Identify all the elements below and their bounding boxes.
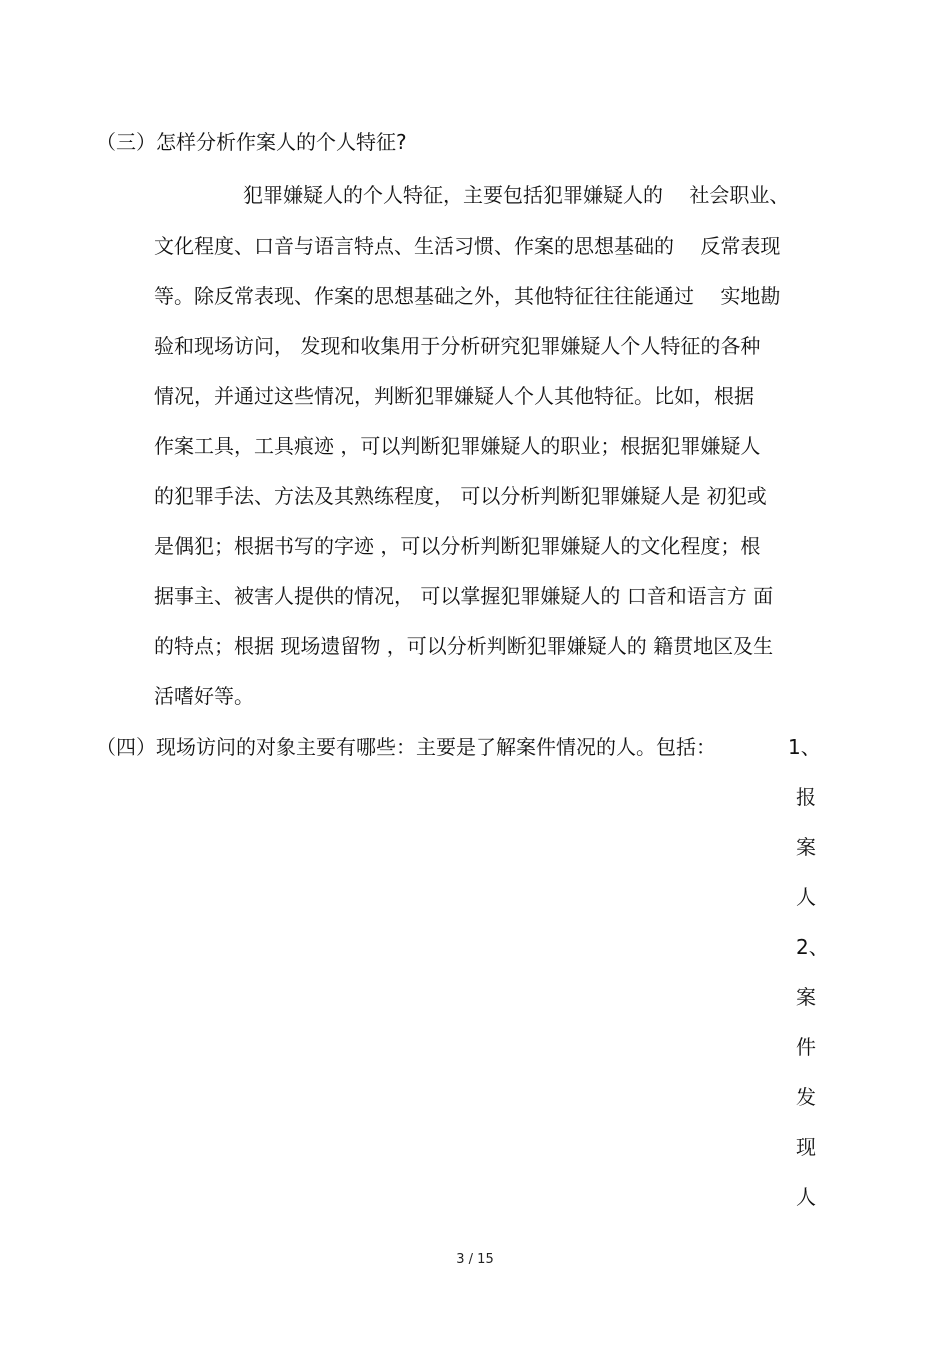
paragraph-line-11: 活嗜好等。: [154, 684, 254, 708]
paragraph-line-9: 据事主、被害人提供的情况， 可以掌握犯罪嫌疑人的 口音和语言方 面: [154, 584, 774, 608]
section-heading-4: （四）现场访问的对象主要有哪些：主要是了解案件情况的人。包括：: [96, 735, 716, 759]
paragraph-line-2: 文化程度、口音与语言特点、生活习惯、作案的思想基础的 反常表现: [154, 234, 781, 258]
paragraph-line-8: 是偶犯；根据书写的字迹 ，可以分析判断犯罪嫌疑人的文化程度；根: [154, 534, 761, 558]
list-number-1: 1、: [788, 735, 821, 759]
section-heading-3: （三）怎样分析作案人的个人特征?: [96, 130, 407, 154]
vertical-char: 人: [796, 1185, 816, 1209]
list-number-2: 2、: [796, 935, 829, 959]
vertical-char: 报: [796, 785, 816, 809]
vertical-char: 件: [796, 1035, 816, 1059]
page-number: 3 / 15: [456, 1252, 494, 1267]
vertical-char: 案: [796, 985, 816, 1009]
vertical-char: 人: [796, 885, 816, 909]
paragraph-line-5: 情况，并通过这些情况，判断犯罪嫌疑人个人其他特征。比如，根据: [154, 384, 754, 408]
paragraph-line-10: 的特点；根据 现场遗留物 ，可以分析判断犯罪嫌疑人的 籍贯地区及生: [154, 634, 774, 658]
paragraph-line-4: 验和现场访问， 发现和收集用于分析研究犯罪嫌疑人个人特征的各种: [154, 334, 761, 358]
vertical-char: 现: [796, 1135, 816, 1159]
paragraph-line-1: 犯罪嫌疑人的个人特征，主要包括犯罪嫌疑人的 社会职业、: [243, 183, 790, 207]
paragraph-line-3: 等。除反常表现、作案的思想基础之外，其他特征往往能通过 实地勘: [154, 284, 781, 308]
vertical-char: 案: [796, 835, 816, 859]
paragraph-line-7: 的犯罪手法、方法及其熟练程度， 可以分析判断犯罪嫌疑人是 初犯或: [154, 484, 767, 508]
paragraph-line-6: 作案工具，工具痕迹 ，可以判断犯罪嫌疑人的职业；根据犯罪嫌疑人: [154, 434, 761, 458]
vertical-char: 发: [796, 1085, 816, 1109]
